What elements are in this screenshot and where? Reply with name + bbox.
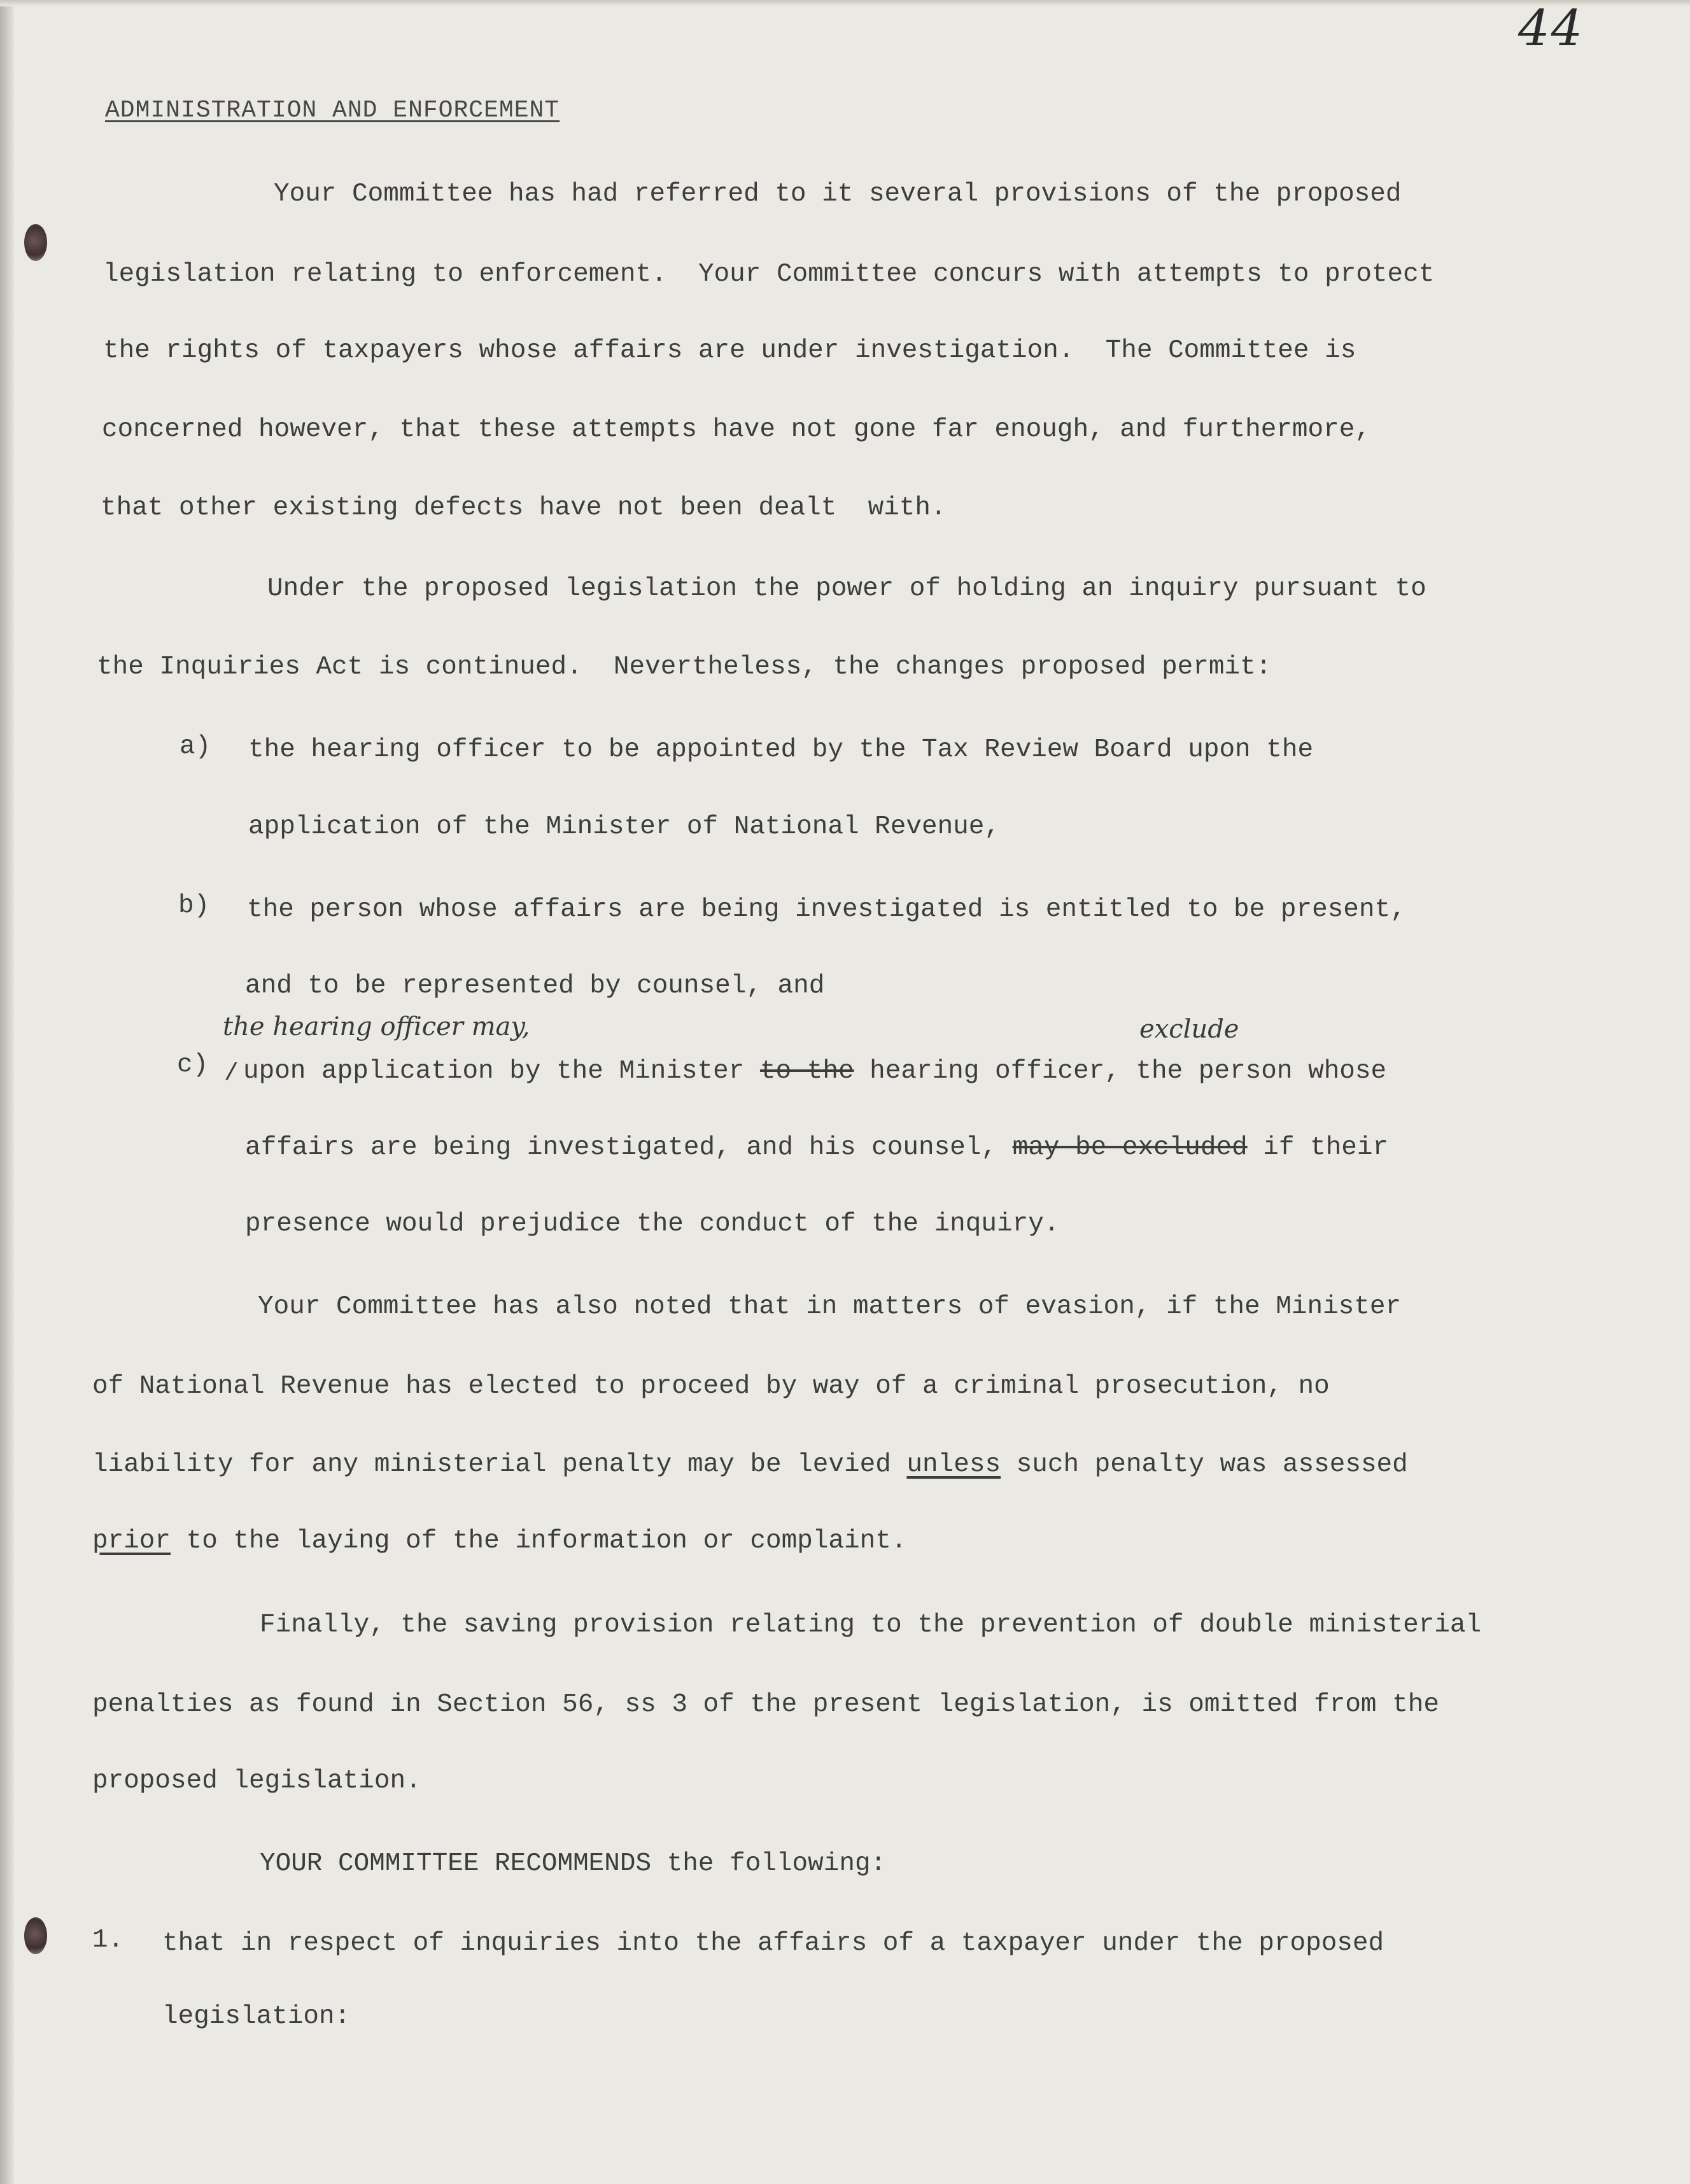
list-c-line-2-pre: affairs are being investigated, and his counsel, [245, 1133, 997, 1162]
list-c-line-2-post: if their [1263, 1133, 1389, 1162]
handwritten-insertion: the hearing officer may, [223, 1012, 530, 1041]
top-shadow [0, 0, 1690, 6]
list-label-b: b) [178, 891, 210, 920]
para3-line-3-post: such penalty was assessed [1001, 1450, 1408, 1479]
handwritten-insertion-right: exclude [1139, 1015, 1239, 1044]
para1-line-2: legislation relating to enforcement. Your Committee concurs with attempts to protect [103, 260, 1435, 289]
list-c-line-1-post: hearing officer, [870, 1057, 1120, 1086]
para1-line-5: that other existing defects have not been dealt with. [101, 493, 947, 523]
list-c-line-1-end: the person whose [1136, 1057, 1387, 1086]
list-a-line-1: the hearing officer to be appointed by the Tax Review Board upon the [248, 735, 1314, 764]
recommends-heading: YOUR COMMITTEE RECOMMENDS the following: [260, 1849, 887, 1878]
list-label-a: a) [180, 732, 211, 761]
recommendation-1-line-1: that in respect of inquiries into the affairs of a taxpayer under the proposed [162, 1929, 1384, 1958]
para3-line-1: Your Committee has also noted that in matters of evasion, if the Minister [258, 1292, 1402, 1321]
section-heading: ADMINISTRATION AND ENFORCEMENT [105, 97, 560, 124]
para2-line-1: Under the proposed legislation the power of holding an inquiry pursuant to [267, 574, 1426, 603]
recommendation-number-1: 1. [92, 1926, 124, 1955]
recommendation-1-line-2: legislation: [162, 2002, 351, 2031]
page-number: 44 [1518, 0, 1584, 57]
list-c-line-1 [243, 1057, 1386, 1086]
punch-hole-top [24, 224, 47, 261]
emphasis-prior: prior [92, 1526, 171, 1556]
list-a-line-2: application of the Minister of National Revenue, [248, 812, 1000, 842]
list-c-line-1-strike: to the [759, 1057, 854, 1086]
para4-line-2: penalties as found in Section 56, ss 3 of the present legislation, is omitted from the [92, 1690, 1439, 1719]
list-c-line-2-strike: may be excluded [1012, 1133, 1248, 1162]
emphasis-unless: unless [906, 1450, 1001, 1479]
para3-line-4 [92, 1526, 906, 1556]
para3-line-3-pre: liability for any ministerial penalty may be levied [92, 1450, 907, 1479]
binding-edge [0, 0, 14, 2184]
list-c-line-3: presence would prejudice the conduct of the inquiry. [245, 1209, 1060, 1239]
para3-line-3 [92, 1450, 1408, 1479]
para4-line-3: proposed legislation. [92, 1766, 421, 1796]
punch-hole-bottom [24, 1917, 47, 1954]
para1-line-1: Your Committee has had referred to it several provisions of the proposed [274, 180, 1402, 209]
para1-line-3: the rights of taxpayers whose affairs are under investigation. The Committee is [103, 336, 1356, 365]
list-c-line-1-pre: upon application by the Minister [243, 1057, 745, 1086]
para1-line-4: concerned however, that these attempts have not gone far enough, and furthermore, [102, 415, 1370, 444]
para4-line-1: Finally, the saving provision relating to the prevention of double ministerial [260, 1610, 1482, 1640]
insertion-caret: / [224, 1060, 239, 1087]
para3-line-2: of National Revenue has elected to proceed by way of a criminal prosecution, no [92, 1372, 1330, 1401]
list-label-c: c) [177, 1050, 209, 1080]
para3-line-4-post: to the laying of the information or complaint. [171, 1526, 907, 1556]
list-b-line-2: and to be represented by counsel, and [245, 971, 825, 1001]
list-b-line-1: the person whose affairs are being investigated is entitled to be present, [247, 895, 1406, 924]
list-c-line-2 [245, 1133, 1388, 1162]
para2-line-2: the Inquiries Act is continued. Nevertheless, the changes proposed permit: [97, 652, 1272, 682]
